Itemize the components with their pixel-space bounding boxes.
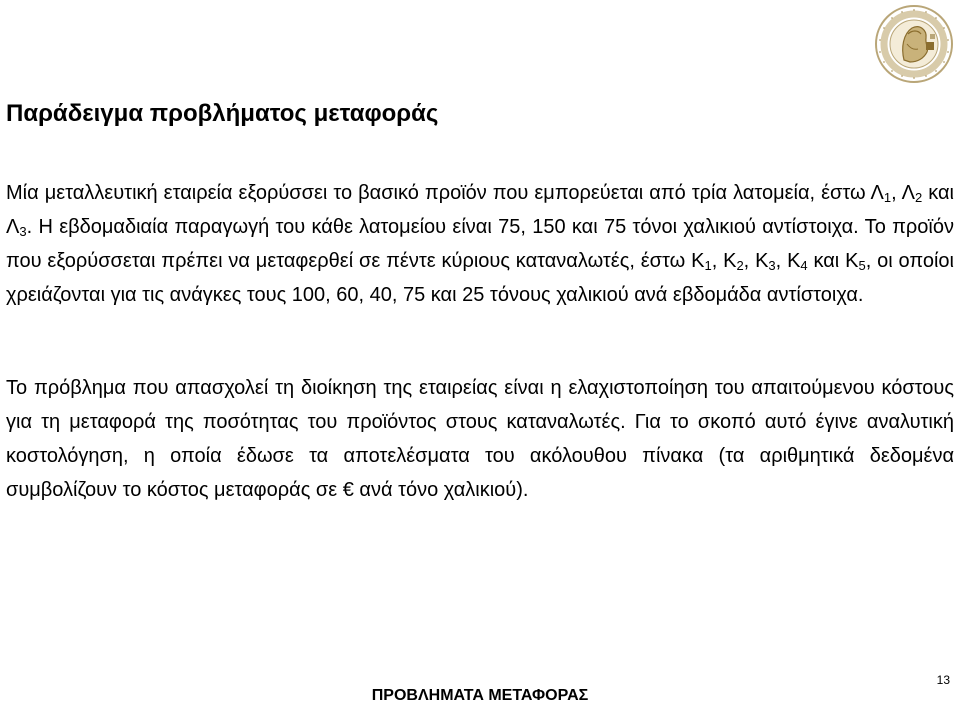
institution-seal-icon <box>874 4 954 84</box>
page-title: Παράδειγμα προβλήματος μεταφοράς <box>6 100 439 127</box>
problem-description-paragraph: Μία μεταλλευτική εταιρεία εξορύσσει το βασικό προϊόν που εμπορεύεται από τρία λατομεία, έστω $\Lambda_1$, $\Lambda_2$ και $\Lambda_3$. Η εβδομαδιαία παραγωγή του κάθε λατομείου είναι 75, 150 και 75 τόνοι χαλικιού αντίστοιχα. Το προϊόν που εξορύσσεται πρέπει να μεταφερθεί σε πέντε κύριους καταναλωτές, έστω $K_1$, $K_2$, $K_3$, $K_4$ και $K_5$, οι οποίοι χρειάζονται για τις ανάγκες τους 100, 60, 40, 75 και 25 τόνους χαλικιού ανά εβδομάδα αντίστοιχα. <box>6 182 955 306</box>
page-number: 13 <box>936 673 950 687</box>
cost-objective-paragraph: Το πρόβλημα που απασχολεί τη διοίκηση της εταιρείας είναι η ελαχιστοποίηση του απαιτούμενου κόστους για τη μεταφορά της ποσότητας του προϊόντος στους καταναλωτές. Για το σκοπό αυτό έγινε αναλυτική κοστολόγηση, η οποία έδωσε τα αποτελέσματα του ακόλουθου πίνακα (τα αριθμητικά δεδομένα συμβολίζουν το κόστος μεταφοράς σε € ανά τόνο χαλικιού). <box>6 377 954 501</box>
footer-title: ΠΡΟΒΛΗΜΑΤΑ ΜΕΤΑΦΟΡΑΣ <box>371 687 589 704</box>
